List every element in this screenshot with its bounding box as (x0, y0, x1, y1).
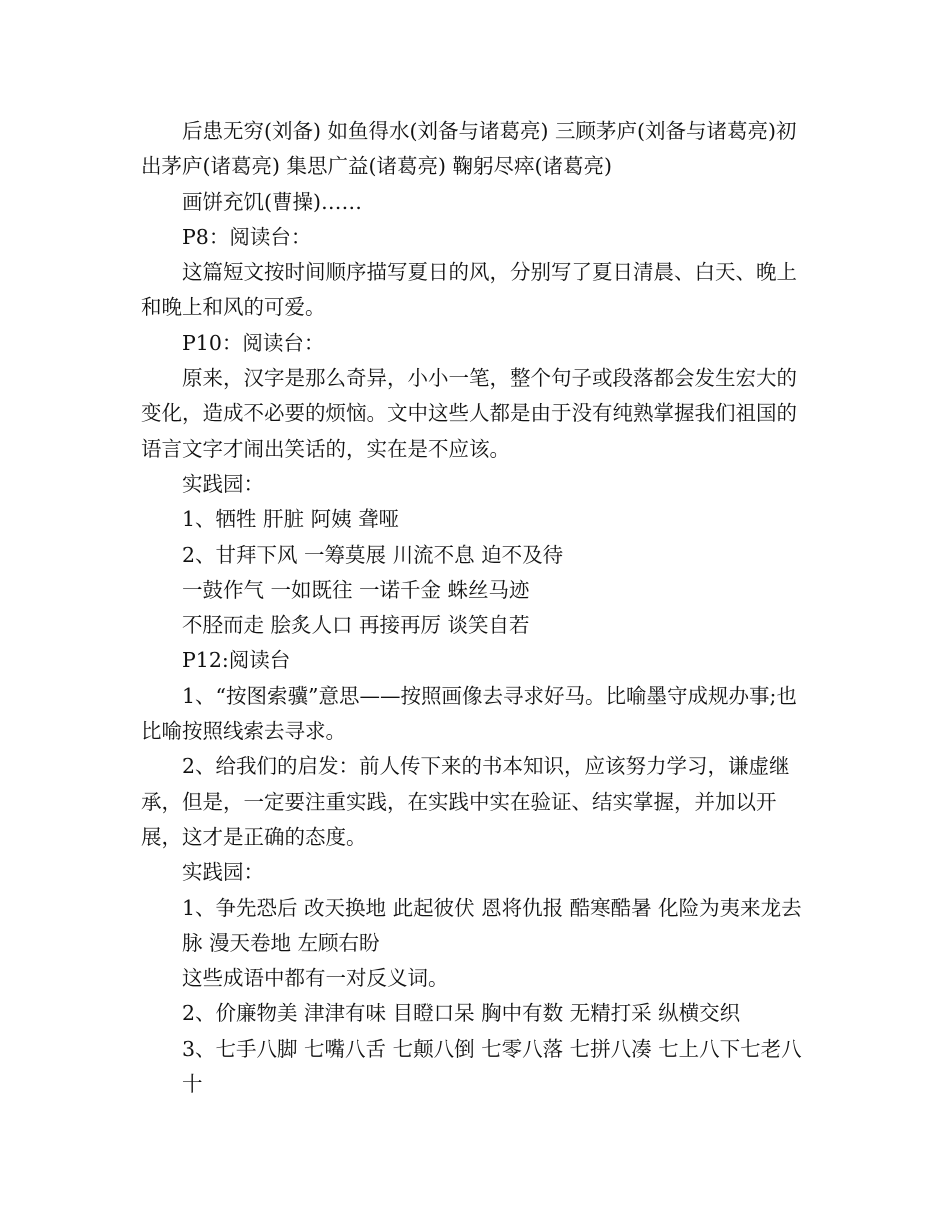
list-item: 一鼓作气 一如既往 一诺千金 蛛丝马迹 (182, 577, 530, 602)
section-heading: 实践园： (182, 471, 264, 496)
paragraph: 画饼充饥(曹操)…… (182, 189, 362, 214)
paragraph: 这篇短文按时间顺序描写夏日的风，分别写了夏日清晨、白天、晚上和晚上和风的可爱。 (141, 260, 797, 320)
paragraph: 这些成语中都有一对反义词。 (182, 966, 449, 991)
section-heading: P12:阅读台 (182, 648, 291, 673)
list-item: 1、争先恐后 改天换地 此起彼伏 恩将仇报 酷寒酷暑 化险为夷来龙去脉 漫天卷地 左顾右盼 (182, 895, 802, 955)
list-item: 3、七手八脚 七嘴八舌 七颠八倒 七零八落 七拼八凑 七上八下七老八十 (182, 1036, 802, 1097)
paragraph: 原来，汉字是那么奇异，小小一笔，整个句子或段落都会发生宏大的变化，造成不必要的烦恼。文中这些人都是由于没有纯熟掌握我们祖国的语言文字才闹出笑话的，实在是不应该。 (141, 366, 797, 461)
list-item: 2、甘拜下风 一筹莫展 川流不息 迫不及待 (182, 542, 564, 567)
section-heading: P10：阅读台： (182, 330, 325, 355)
document-body (141, 114, 813, 1102)
paragraph: 1、“按图索骥”意思——按照画像去寻求好马。比喻墨守成规办事;也比喻按照线索去寻求。 (141, 683, 797, 744)
section-heading: 实践园： (182, 860, 264, 885)
section-heading: P8：阅读台： (182, 224, 312, 249)
list-item: 1、牺牲 肝脏 阿姨 聋哑 (182, 507, 400, 532)
paragraph: 2、给我们的启发：前人传下来的书本知识，应该努力学习，谦虚继承，但是，一定要注重实践，在实践中实在验证、结实掌握，并加以开展，这才是正确的态度。 (141, 754, 790, 849)
paragraph: 后患无穷(刘备) 如鱼得水(刘备与诸葛亮) 三顾茅庐(刘备与诸葛亮)初出茅庐(诸葛亮) 集思广益(诸葛亮) 鞠躬尽瘁(诸葛亮) (141, 119, 797, 179)
list-item: 不胫而走 脍炙人口 再接再厉 谈笑自若 (182, 613, 530, 638)
list-item: 2、价廉物美 津津有味 目瞪口呆 胸中有数 无精打采 纵横交织 (182, 1001, 741, 1026)
